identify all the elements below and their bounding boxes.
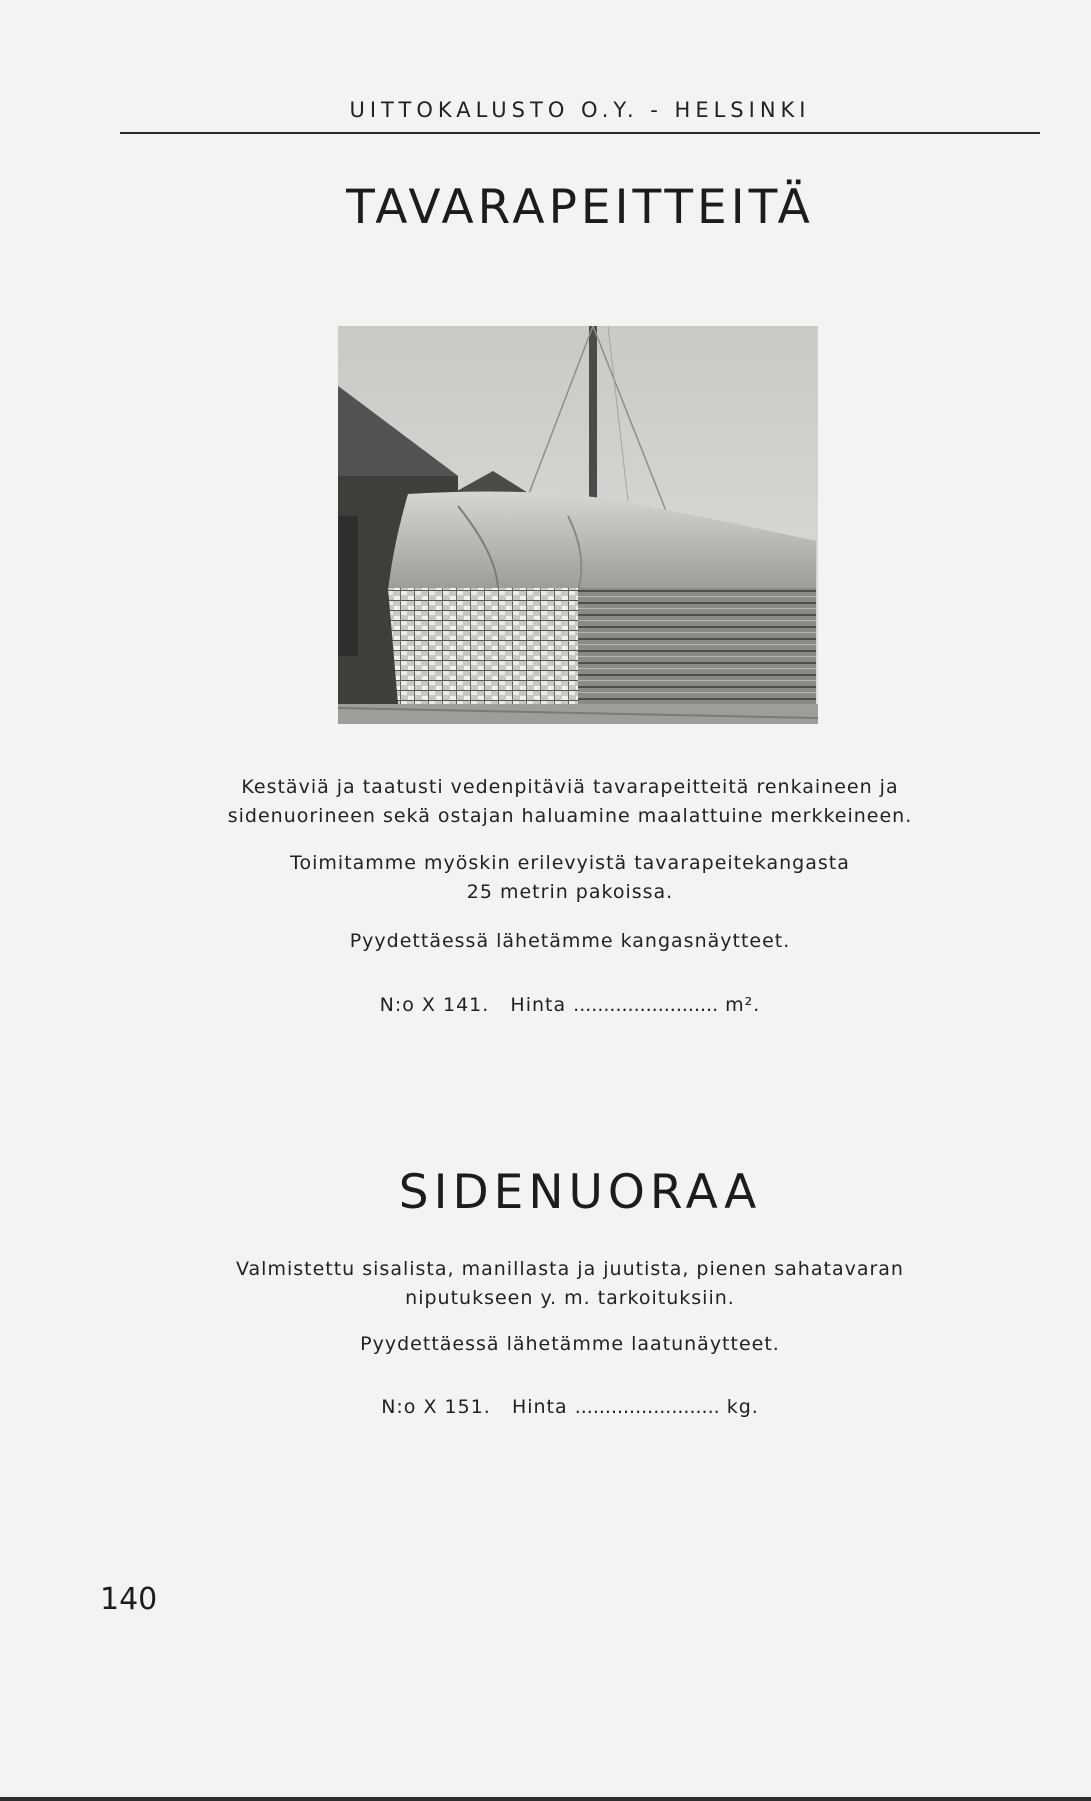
- tarpaulin-samples-note: Pyydettäessä lähetämme kangasnäytteet.: [349, 930, 791, 952]
- page-number: 140: [100, 1582, 158, 1617]
- item-number: N:o X 151.: [381, 1396, 491, 1418]
- section-title-tarpaulins: TAVARAPEITTEITÄ: [346, 180, 814, 235]
- price-label: Hinta: [511, 1396, 568, 1418]
- price-dots: ........................: [573, 994, 719, 1016]
- price-unit: kg.: [726, 1396, 759, 1418]
- header-rule: [120, 132, 1040, 134]
- price-unit: m².: [725, 994, 761, 1016]
- page-edge: [0, 1797, 1091, 1801]
- twine-price-line: [170, 1393, 970, 1422]
- tarpaulin-price-line: [170, 991, 970, 1020]
- twine-description: Valmistettu sisalista, manillasta ja juutista, pienen sahatavaran niputukseen y. m. tarkoituksiin.: [236, 1258, 904, 1309]
- price-label: Hinta: [510, 994, 567, 1016]
- price-dots: ........................: [574, 1396, 720, 1418]
- supply-line-1: Toimitamme myöskin erilevyistä tavarapeitekangasta: [290, 852, 850, 874]
- lumber-stack-under-tarpaulin-photo: [338, 326, 818, 724]
- twine-samples-note: Pyydettäessä lähetämme laatunäytteet.: [360, 1333, 780, 1355]
- tarpaulin-fabric-supply: [170, 849, 970, 907]
- tarpaulin-description: Kestäviä ja taatusti vedenpitäviä tavarapeitteitä renkaineen ja sidenuorineen sekä ostajan haluamine maalattuine merkkeineen.: [227, 776, 913, 827]
- supply-line-2: 25 metrin pakoissa.: [466, 881, 674, 903]
- publisher-header: UITTOKALUSTO O.Y. - HELSINKI: [349, 98, 811, 122]
- section-title-binding-twine: SIDENUORAA: [398, 1165, 762, 1220]
- item-number: N:o X 141.: [379, 994, 490, 1016]
